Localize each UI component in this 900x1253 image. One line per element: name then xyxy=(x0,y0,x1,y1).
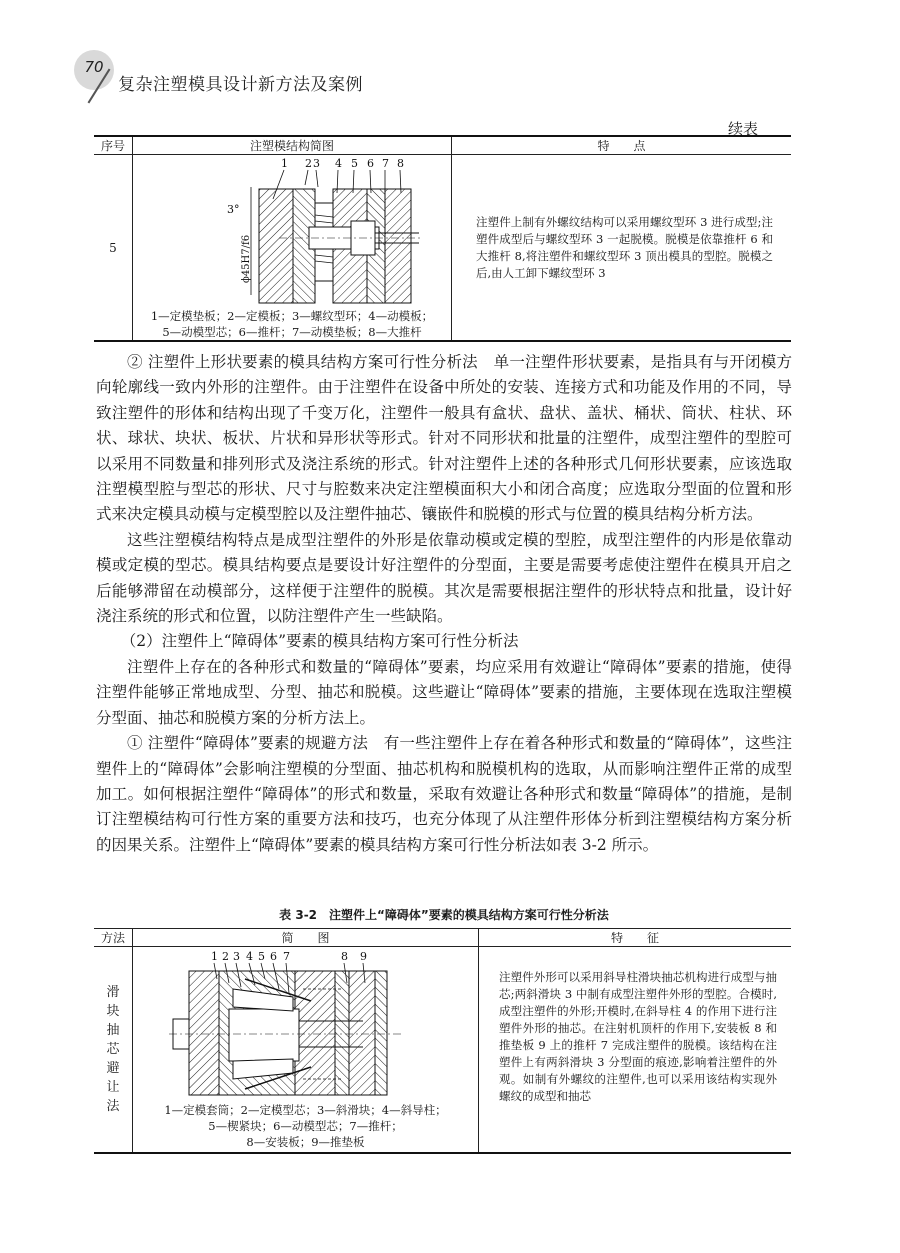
continued-label: 续表 xyxy=(728,120,759,138)
row-seq: 5 xyxy=(94,155,133,342)
col-header-feature: 特 征 xyxy=(479,929,792,947)
part-label-8: 8 xyxy=(341,949,348,963)
method-cell xyxy=(94,947,133,1153)
body-text xyxy=(96,350,792,858)
table-header-row xyxy=(94,136,791,155)
part-label-2: 2 xyxy=(305,157,312,170)
diagram-caption-line2: 5—动模型芯；6—推杆；7—动模垫板；8—大推杆 xyxy=(162,325,422,339)
paragraph-shape-elements: ② 注塑件上形状要素的模具结构方案可行性分析法 单一注塑件形状要素，是指具有与开闭模方向轮廓线一致内外形的注塑件。由于注塑件在设备中所处的安装、连接方式和功能及作用的不同，导致注塑件的形体和结构出现了千变万化，注塑件一般具有盒状、盘状、盖状、桶状、筒状、柱状、环状、球状、块状、板状、片状和异形状等形式。针对不同形状和批量的注塑件，成型注塑件的型腔可以采用不同数量和排列形式及浇注系统的形式。针对注塑件上述的各种形式几何形状要素，应该选取注塑模型腔与型芯的形状、尺寸与腔数来决定注塑模面积大小和闭合高度；应选取分型面的位置和形式来决定模具动模与定模型腔以及注塑件抽芯、镶嵌件和脱模的形式与位置的模具结构分析方法。 xyxy=(96,353,792,524)
paragraph-obstacle-measures: 注塑件上存在的各种形式和数量的“障碍体”要素，均应采用有效避让“障碍体”要素的措施，使得注塑件能够正常地成型、分型、抽芯和脱模。这些避让“障碍体”要素的措施，主要体现在选取注塑模分型面、抽芯和脱模方案的分析方法上。 xyxy=(96,657,792,727)
diagram-cell xyxy=(133,155,452,342)
dimension-label: ϕ45H7/f6 xyxy=(241,234,252,283)
part-label-8: 8 xyxy=(397,157,404,170)
angle-label: 3° xyxy=(227,203,240,216)
col-header-diagram: 简 图 xyxy=(133,929,479,947)
part-label-6: 6 xyxy=(270,949,277,963)
part-label-9: 9 xyxy=(360,949,367,963)
col-header-feature: 特 点 xyxy=(452,136,792,155)
method-name: 滑块抽芯避让法 xyxy=(106,984,120,1114)
col-header-seq: 序号 xyxy=(94,136,133,155)
mold-diagram-thread-ring xyxy=(133,155,451,305)
table-row xyxy=(94,155,791,342)
page-number: 70 xyxy=(84,58,104,76)
table-row xyxy=(94,947,791,1153)
part-label-7: 7 xyxy=(283,949,290,963)
part-label-2: 2 xyxy=(222,949,229,963)
part-label-5: 5 xyxy=(351,157,358,170)
table-header-row xyxy=(94,929,791,947)
col-header-method: 方法 xyxy=(94,929,133,947)
part-label-3: 3 xyxy=(313,157,320,170)
diagram-cell xyxy=(133,947,479,1153)
part-label-1: 1 xyxy=(211,949,218,963)
mold-diagram-slider xyxy=(133,949,478,1099)
book-title: 复杂注塑模具设计新方法及案例 xyxy=(118,75,363,95)
section-heading-obstacle: （2）注塑件上“障碍体”要素的模具结构方案可行性分析法 xyxy=(120,632,519,651)
feature-text: 注塑件上制有外螺纹结构可以采用螺纹型环 3 进行成型;注塑件成型后与螺纹型环 3 一起脱模。脱模是依靠推杆 6 和大推杆 8,将注塑件和螺纹型环 3 顶出模具的型腔。脱模之后,由人工卸下螺纹型环 3 xyxy=(452,155,792,342)
table-3-2 xyxy=(94,928,791,1154)
feature-text: 注塑件外形可以采用斜导柱滑块抽芯机构进行成型与抽芯;两斜滑块 3 中制有成型注塑件外形的型腔。合模时,成型注塑件的外形;开模时,在斜导柱 4 的作用下进行注塑件外形的抽芯。在注射机顶杆的作用下,安装板 8 和推垫板 9 上的推杆 7 完成注塑件的脱模。该结构在注塑件上有两斜滑块 3 分型面的痕迹,影响着注塑件的外观。如制有外螺纹的注塑件,也可以采用该结构实现外螺纹的成型和抽芯 xyxy=(479,947,792,1153)
part-label-6: 6 xyxy=(367,157,374,170)
col-header-diagram: 注塑模结构简图 xyxy=(133,136,452,155)
diagram-caption-line3: 8—安装板；9—推垫板 xyxy=(246,1134,365,1149)
part-label-3: 3 xyxy=(233,949,240,963)
part-label-1: 1 xyxy=(281,157,288,170)
part-label-4: 4 xyxy=(335,157,342,170)
diagram-caption-line2: 5—楔紧块；6—动模型芯；7—推杆； xyxy=(208,1118,403,1133)
diagram-caption-line1: 1—定模套筒；2—定模型芯；3—斜滑块；4—斜导柱； xyxy=(164,1102,447,1117)
paragraph-obstacle-avoidance: ① 注塑件“障碍体”要素的规避方法 有一些注塑件上存在着各种形式和数量的“障碍体”，这些注塑件上的“障碍体”会影响注塑模的分型面、抽芯机构和脱模机构的选取，从而影响注塑件正常的成型加工。如何根据注塑件“障碍体”的形式和数量，采取有效避让各种形式和数量“障碍体”的措施，是制订注塑模结构可行性方案的重要方法和技巧，也充分体现了从注塑件形体分析到注塑模结构方案分析的因果关系。注塑件上“障碍体”要素的模具结构方案可行性分析法如表 3-2 所示。 xyxy=(96,734,792,854)
paragraph-structure-features: 这些注塑模结构特点是成型注塑件的外形是依靠动模或定模的型腔，成型注塑件的内形是依靠动模或定模的型芯。模具结构要点是要设计好注塑件的分型面，主要是需要考虑使注塑件在模具开启之后能够滞留在动模部分，这样便于注塑件的脱模。其次是需要根据注塑件的形状特点和批量，设计好浇注系统的形式和位置，以防注塑件产生一些缺陷。 xyxy=(96,530,792,626)
table-continued xyxy=(94,135,791,342)
part-label-5: 5 xyxy=(258,949,265,963)
part-label-4: 4 xyxy=(246,949,253,963)
diagram-caption-line1: 1—定模垫板；2—定模板；3—螺纹型环；4—动模板； xyxy=(150,309,434,323)
part-label-7: 7 xyxy=(382,157,389,170)
table-caption: 表 3-2 注塑件上“障碍体”要素的模具结构方案可行性分析法 xyxy=(279,908,609,922)
